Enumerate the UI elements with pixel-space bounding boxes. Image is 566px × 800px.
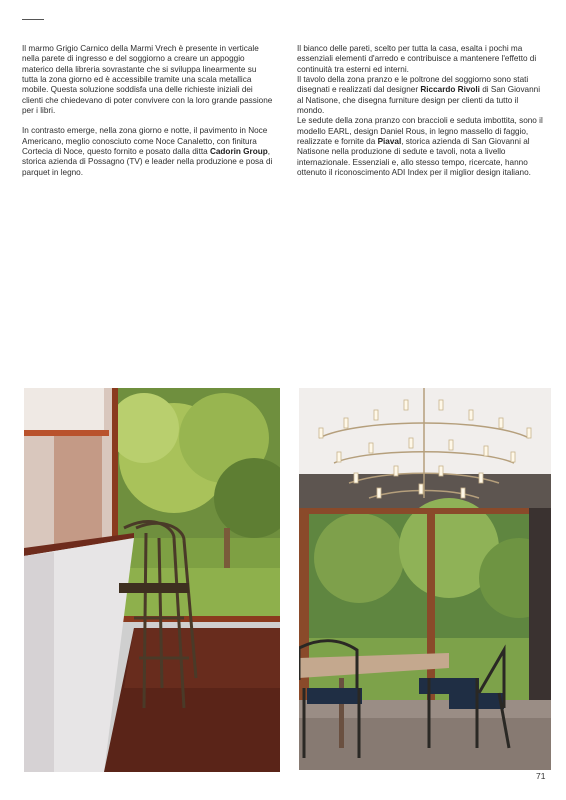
designer-name-rivoli: Riccardo Rivoli	[420, 85, 480, 95]
text-column-right	[297, 44, 547, 178]
paragraph-floor	[22, 126, 274, 178]
header-rule	[22, 19, 44, 20]
dining-photo	[299, 388, 551, 770]
paragraph-marble: Il marmo Grigio Carnico della Marmi Vrech è presente in verticale nella parete di ingresso e del soggiorno a creare un appoggio materico della libreria sovrastante che si sviluppa linearmente su tutta la zona giorno ed è accessibile tramite una scala metallica mobile. Questa soluzione soddisfa una delle richieste iniziali dei clienti che chiedevano di poter convivere con la loro grande passione per i libri.	[22, 44, 273, 116]
paragraph-floor-text-end: , storica azienda di Possagno (TV) e leader nella produzione e posa di parquet in legno.	[22, 147, 273, 177]
paragraph-walls: Il bianco delle pareti, scelto per tutta la casa, esalta i pochi ma essenziali elementi d'arredo e contribuisce a mantenere l'effetto di continuità tra esterni ed interni.	[297, 44, 537, 74]
paragraph-table-text-end: di San Giovanni al Natisone, che disegna furniture design per clienti da tutto il mondo.	[297, 85, 541, 116]
paragraph-chairs	[297, 116, 547, 178]
page-number: 71	[536, 771, 546, 781]
company-name-piaval: Piaval	[377, 137, 402, 147]
company-name-cadorin: Cadorin Group	[209, 147, 268, 157]
text-column-left	[22, 44, 274, 178]
paragraph-chairs-text-end: , storica azienda di San Giovanni al Natisone nella produzione di sedute e tavoli, nota a livello internazionale. Essenziali e, allo stesso tempo, ricercate, hanno ottenuto il riconoscimento ADI Index per il miglior design italiano.	[297, 137, 531, 178]
paragraph-floor-text-start: In contrasto emerge, nella zona giorno e notte, il pavimento in Noce Americano, meglio conosciuto come Noce Canaletto, con finitura Cortecia di Noce, questo fornito e posato dalla ditta	[22, 126, 268, 157]
paragraph-table-text-start: Il tavolo della zona pranzo e le poltrone del soggiorno sono stati disegnati e realizzati dal designer	[297, 75, 529, 95]
paragraph-table	[297, 75, 547, 116]
paragraph-chairs-text-start: Le sedute della zona pranzo con braccioli e seduta imbottita, sono il modello EARL, design Daniel Rous, in legno massello di faggio, realizzate e fornite da	[297, 116, 543, 147]
kitchen-photo	[24, 388, 280, 772]
